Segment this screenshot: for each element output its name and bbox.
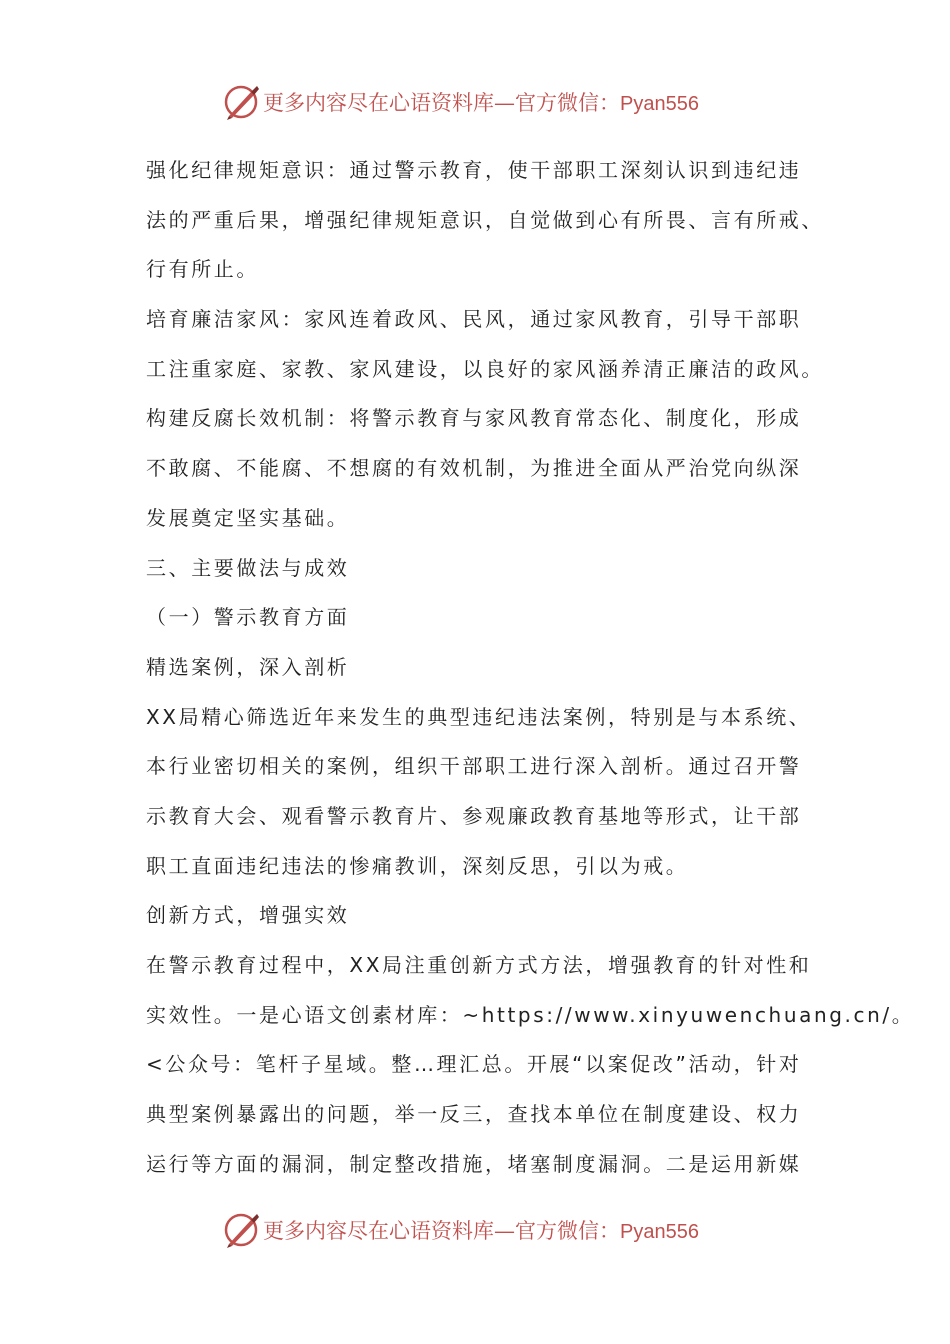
paragraph-line: 实效性。一是心语文创素材库：~https://www.xinyuwenchuang.cn/。 — [146, 1002, 915, 1027]
banner-slogan: 更多内容尽在心语资料库—官方微信： — [263, 91, 621, 115]
paragraph-line: 不敢腐、不能腐、不想腐的有效机制，为推进全面从严治党向纵深 — [146, 456, 802, 481]
paragraph-line: 行有所止。 — [146, 257, 259, 282]
paragraph-line: 发展奠定坚实基础。 — [146, 505, 350, 530]
paragraph-line: 培育廉洁家风：家风连着政风、民风，通过家风教育，引导干部职 — [146, 307, 802, 332]
paragraph-line: 典型案例暴露出的问题，举一反三，查找本单位在制度建设、权力 — [146, 1102, 802, 1127]
footer-watermark-banner — [0, 1208, 950, 1252]
paragraph-line: 在警示教育过程中，XX局注重创新方式方法，增强教育的针对性和 — [146, 953, 812, 977]
topic-heading: 精选案例，深入剖析 — [146, 654, 350, 679]
banner-text — [263, 87, 699, 117]
paragraph-line: 强化纪律规矩意识：通过警示教育，使干部职工深刻认识到违纪违 — [146, 158, 802, 182]
banner-text — [263, 1215, 699, 1245]
paragraph-line: 职工直面违纪违法的惨痛教训，深刻反思，引以为戒。 — [146, 853, 689, 878]
paragraph-line: 工注重家庭、家教、家风建设，以良好的家风涵养清正廉洁的政风。 — [146, 356, 824, 381]
paragraph-line: <公众号：笔杆子星域。整…理汇总。开展“以案促改”活动，针对 — [146, 1052, 802, 1077]
paragraph-line: 本行业密切相关的案例，组织干部职工进行深入剖析。通过召开警 — [146, 754, 802, 779]
pen-nib-logo-icon — [221, 1210, 261, 1250]
subsection-heading: （一）警示教育方面 — [146, 605, 350, 630]
paragraph-line: 示教育大会、观看警示教育片、参观廉政教育基地等形式，让干部 — [146, 803, 802, 828]
document-body — [146, 146, 915, 1189]
paragraph-line: 构建反腐长效机制：将警示教育与家风教育常态化、制度化，形成 — [146, 406, 802, 431]
header-watermark-banner — [0, 80, 950, 124]
topic-heading: 创新方式，增强实效 — [146, 903, 350, 928]
pen-nib-logo-icon — [221, 82, 261, 122]
banner-account: Pyan556 — [620, 1221, 699, 1243]
paragraph-line: XX局精心筛选近年来发生的典型违纪违法案例，特别是与本系统、 — [146, 704, 812, 729]
banner-account: Pyan556 — [620, 93, 699, 115]
banner-slogan: 更多内容尽在心语资料库—官方微信： — [263, 1219, 621, 1243]
paragraph-line: 法的严重后果，增强纪律规矩意识，自觉做到心有所畏、言有所戒、 — [146, 207, 824, 232]
paragraph-line: 运行等方面的漏洞，制定整改措施，堵塞制度漏洞。二是运用新媒 — [146, 1151, 802, 1176]
section-heading: 三、主要做法与成效 — [146, 555, 350, 580]
